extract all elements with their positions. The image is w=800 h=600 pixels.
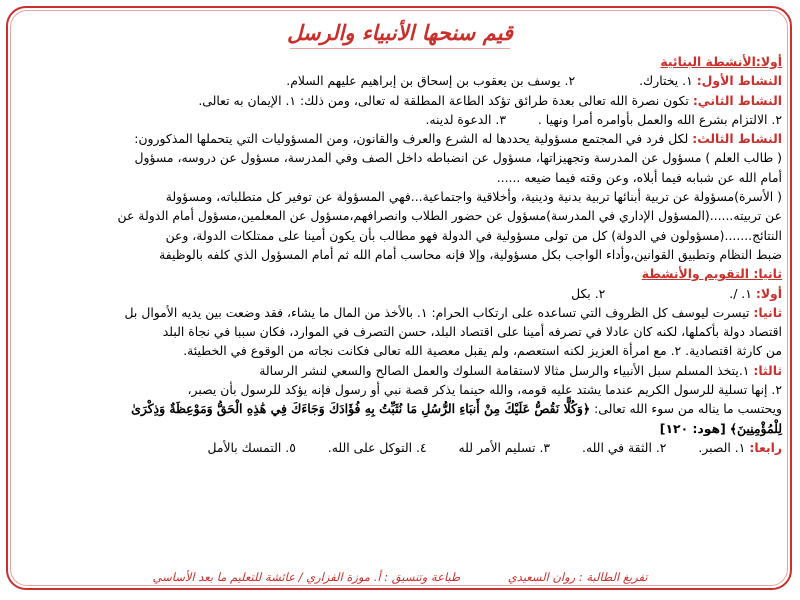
eval-first-item2: ٢. بكل [571, 285, 606, 301]
activity3-line1 [20, 129, 782, 148]
eval-third-line2: ٢. إنها تسلية للرسول الكريم عندما يشتد عليه قومه، والله حينما يذكر قصة نبي أو رسول فإنه يؤكد للرسول بأن يصبر، [187, 382, 782, 398]
eval-fourth-item1: ١. الصبر. [698, 439, 746, 455]
activity2-text: تكون نصرة الله تعالى بعدة طرائق تؤكد الطاعة المطلقة له تعالى، ومن ذلك: ١. الإيمان به تعالى. [198, 92, 689, 108]
activity1-item2: ٢. يوسف بن يعقوب بن إسحاق بن إبراهيم عليهم السلام. [286, 73, 576, 89]
eval-second-text: تيسرت ليوسف كل الظروف التي تساعده على ارتكاب الحرام: ١. بالأخذ من المال ما يشاء، فقد وضعت بين يديه الأموال بل [124, 304, 750, 320]
title-divider [290, 48, 510, 49]
activity2-line2 [20, 110, 782, 129]
eval-fourth-line [20, 438, 782, 457]
eval-third-line4 [20, 419, 782, 438]
eval-second-line3: من كارثة اقتصادية. ٢. مع امرأة العزيز لكنه استعصم، ولم يقبل معصية الله تعالى فكانت نجاته من الوقوع في الخطيئة. [183, 343, 782, 359]
activity2-item3: ٣. الدعوة لدينه. [425, 111, 506, 127]
eval-first-label: أولا: [755, 285, 782, 301]
activity1-item1: ١. يختارك. [639, 73, 693, 89]
eval-second-line2: اقتصاد دولة بأكملها، لكنه كان عادلا في تصرفه أمينا على اقتصاد البلد، حسن التصرف في الموارد، فكان سببا في نجاة البلد [162, 324, 782, 340]
section2-heading: ثانيا: التقويم والأنشطة [641, 266, 782, 282]
activity2-line1 [20, 91, 782, 110]
eval-third-line3 [20, 399, 782, 418]
quran-reference: [هود: ١٢٠] [659, 420, 726, 436]
activity3-line7: ضبط النظام وتطبيق القوانين،وأداء الواجب بكل مسؤولية، وإلا فإنه محاسب أمام الله ثم أمام المسؤول الذي كلفه بالوظيفة [159, 246, 782, 262]
eval-third-line1 [20, 361, 782, 380]
activity1-line [20, 71, 782, 90]
section1-heading: أولا:الأنشطة البنائية [660, 54, 782, 69]
activity2-label: النشاط الثاني: [692, 92, 782, 108]
eval-first-line [20, 284, 782, 303]
quran-verse-end: لِلْمُؤْمِنِينَ﴾ [729, 420, 782, 436]
activity3-line3: أمام الله عن شبابه فيما أبلاه، وعن وقته فيما ضيعه ...... [496, 169, 782, 185]
activity3-label: النشاط الثالث: [692, 131, 782, 147]
eval-fourth-label: رابعا: [749, 439, 782, 455]
eval-fourth-item2: ٢. الثقة في الله. [582, 439, 667, 455]
eval-second-line1 [20, 303, 782, 322]
activity2-item2: ٢. الالتزام بشرع الله والعمل بأوامره أمرا ونهيا . [537, 111, 782, 127]
eval-fourth-item5: ٥. التمسك بالأمل [207, 439, 296, 455]
eval-third-text: ١.يتخذ المسلم سبل الأنبياء والرسل مثالا لاستقامة السلوك والعمل الصالح والسعي لنشر الرسالة [259, 362, 750, 378]
footer-credit-transcription: تفريغ الطالبة : روان السعيدي [507, 570, 648, 584]
eval-first-item1: ١. /. [729, 285, 752, 301]
eval-second-label: ثانيا: [753, 304, 782, 320]
footer-credit-formatting: طباعة وتنسيق : أ. موزة الفزاري / عائشة للتعليم ما بعد الأساسي [152, 570, 461, 584]
activity3-text: لكل فرد في المجتمع مسؤولية يحددها له الشرع والعرف والقانون، ومن المسؤوليات التي يتحملها المذكورون: [134, 131, 689, 147]
eval-fourth-item4: ٤. التوكل على الله. [327, 439, 427, 455]
quran-verse: ﴿وَكُلًّا نَقُصُّ عَلَيْكَ مِنْ أَنبَاءِ الرُّسُلِ مَا نُثَبِّتُ بِهِ فُؤَادَكَ وَجَاءَكَ فِي هَٰذِهِ الْحَقُّ وَمَوْعِظَةٌ وَذِكْرَىٰ [131, 401, 591, 417]
activity1-label: النشاط الأول: [696, 73, 782, 89]
eval-fourth-item3: ٣. تسليم الأمر لله [458, 439, 551, 455]
activity3-line5: عن تربيته......(المسؤول الإداري في المدرسة)مسؤول عن حضور الطلاب وانصرافهم،مسؤول عن المعلمين،مسؤول أمام الدولة عن [117, 208, 782, 224]
eval-third-line3-text: ويحتسب ما يناله من سوء الله تعالى: [594, 401, 782, 417]
activity3-line6: النتائج.......(مسؤولون في الدولة) كل من تولى مسؤولية في الدولة فهو مطالب بأن يكون أمينا على ممتلكات الدولة، وعن [165, 227, 782, 243]
activity3-line4: ( الأسرة)مسؤولة عن تربية أبنائها تربية بدنية ودينية، وأخلاقية واجتماعية...فهي المسؤولة عن توفير كل متطلباته، ومسؤولة [165, 189, 782, 205]
activity3-line2: ( طالب العلم ) مسؤول عن المدرسة وتجهيزاتها، مسؤول عن انضباطه داخل الصف وفي المدرسة، مسؤول عن دروسه، مسؤول [134, 150, 782, 166]
document-body [20, 52, 782, 457]
page-title: قيم سنحها الأنبياء والرسل [287, 20, 513, 45]
footer-credits [0, 570, 800, 584]
eval-third-label: ثالثا: [753, 362, 782, 378]
